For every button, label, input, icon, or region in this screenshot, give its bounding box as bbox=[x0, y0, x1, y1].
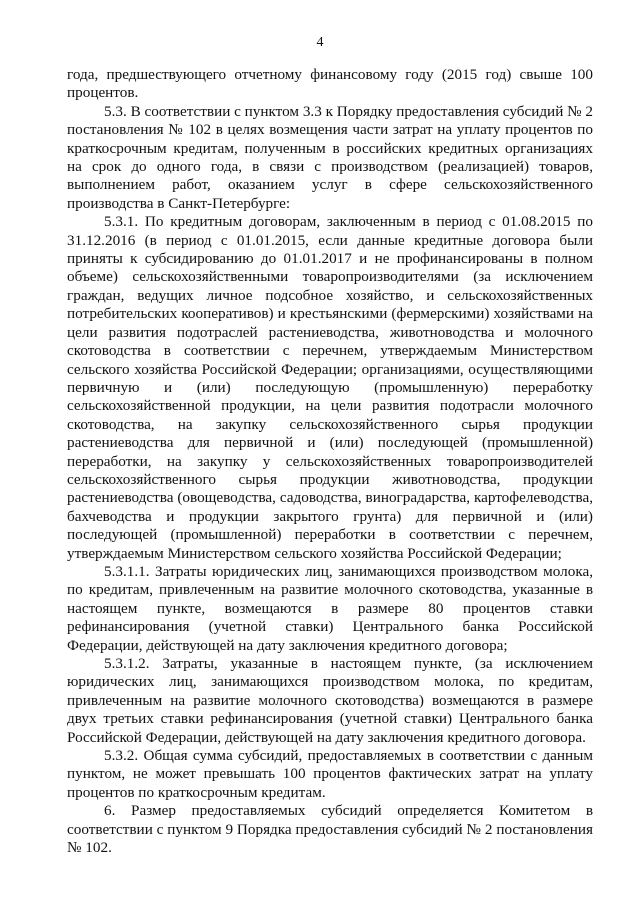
paragraph-5-3-1-2: 5.3.1.2. Затраты, указанные в настоящем пункте, (за исключением юридических лиц, занимающихся производством молока, по кредитам, привлеченным на развитие молочного скотоводства) возмещаются в размере двух третьих ставки рефинансирования (учетной ставки) Центрального банка Российской Федерации, действующей на дату заключения кредитного договора. bbox=[67, 655, 593, 746]
paragraph-5-3-2: 5.3.2. Общая сумма субсидий, предоставляемых в соответствии с данным пунктом, не может превышать 100 процентов фактических затрат на уплату процентов по краткосрочным кредитам. bbox=[67, 747, 593, 801]
paragraph-5-3: 5.3. В соответствии с пунктом 3.3 к Порядку предоставления субсидий № 2 постановления № 102 в целях возмещения части затрат на уплату процентов по краткосрочным кредитам, полученным в российских кредитных организациях на срок до одного года, в связи с производством (реализацией) товаров, выполнением работ, оказанием услуг в сфере сельскохозяйственного производства в Санкт-Петербурге: bbox=[67, 102, 593, 212]
paragraph-continuation: года, предшествующего отчетному финансовому году (2015 год) свыше 100 процентов. bbox=[67, 66, 593, 102]
paragraph-5-3-1-1: 5.3.1.1. Затраты юридических лиц, занимающихся производством молока, по кредитам, привлеченным на развитие молочного скотоводства, указанные в настоящем пункте, возмещаются в размере 80 процентов ставки рефинансирования (учетной ставки) Центрального банка Российской Федерации, действующей на дату заключения кредитного договора; bbox=[67, 562, 593, 654]
paragraph-5-3-1: 5.3.1. По кредитным договорам, заключенным в период с 01.08.2015 по 31.12.2016 (в период с 01.01.2015, если данные кредитные договора были приняты к субсидированию до 01.01.2017 и не профинансированы в полном объеме) сельскохозяйственными товаропроизводителями (за исключением граждан, ведущих личное подсобное хозяйство, и сельскохозяйственных потребительских кооперативов) и крестьянскими (фермерскими) хозяйствами на цели развития подотраслей растениеводства, животноводства и молочного скотоводства в соответствии с перечнем, утверждаемым Министерством сельского хозяйства Российской Федерации; организациями, осуществляющими первичную и (или) последующую (промышленную) переработку сельскохозяйственной продукции, на цели развития подотрасли молочного скотоводства, на закупку сельскохозяйственного сырья продукции растениеводства для первичной и (или) последующей (промышленной) переработки, на закупку у сельскохозяйственных товаропроизводителей сельскохозяйственного сырья продукции животноводства, продукции растениеводства (овощеводства, садоводства, виноградарства, картофелеводства, бахчеводства и продукции закрытого грунта) для первичной и (или) последующей (промышленной) переработки в соответствии с перечнем, утверждаемым Министерством сельского хозяйства Российской Федерации; bbox=[67, 213, 593, 562]
paragraph-6: 6. Размер предоставляемых субсидий определяется Комитетом в соответствии с пунктом 9 Порядка предоставления субсидий № 2 постановления № 102. bbox=[67, 802, 593, 857]
page-number: 4 bbox=[316, 35, 324, 50]
body-text bbox=[67, 66, 593, 857]
